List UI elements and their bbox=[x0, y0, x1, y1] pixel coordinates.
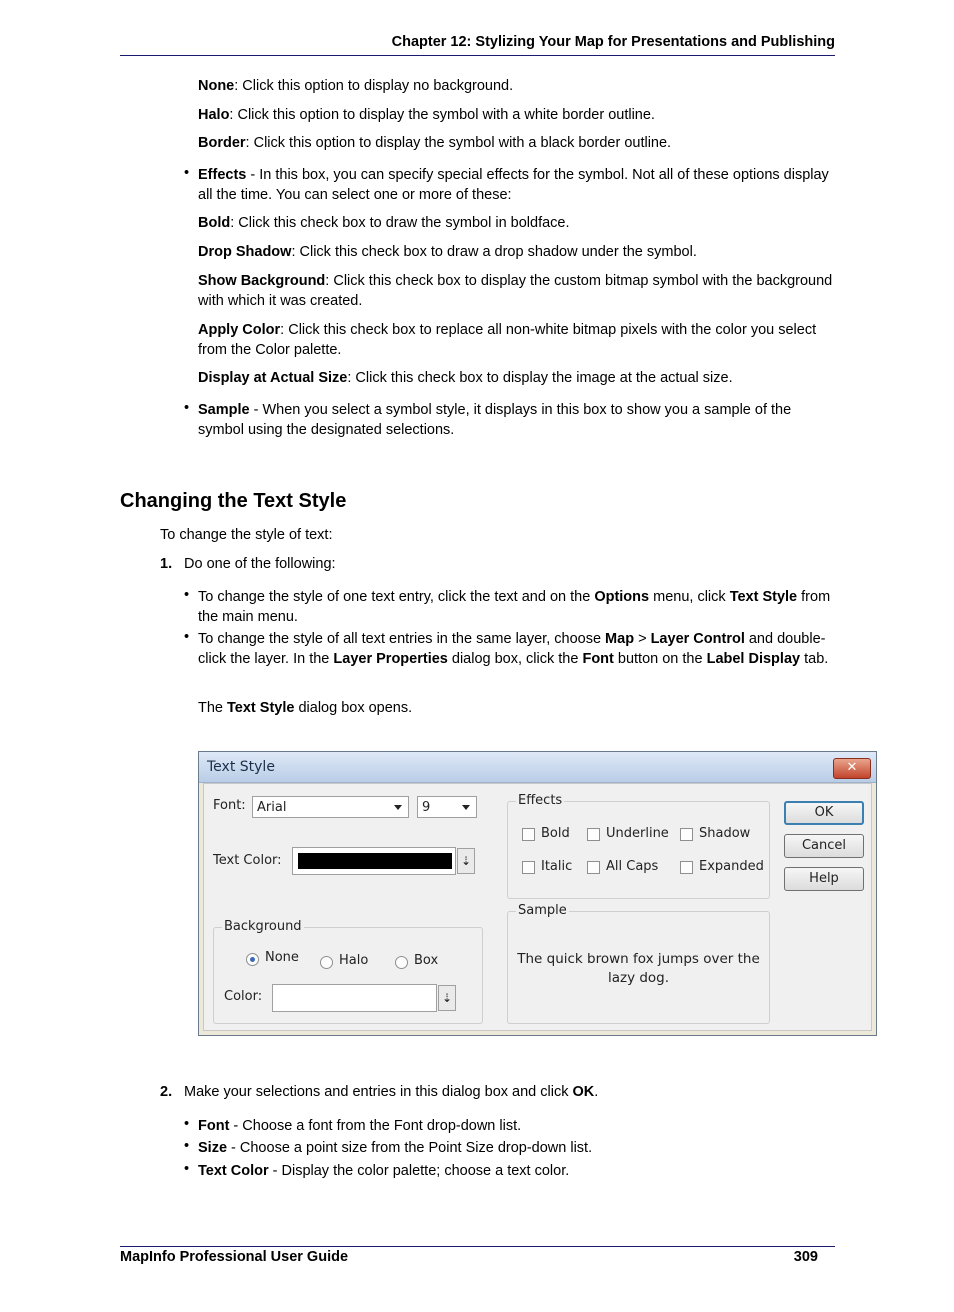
bullet-icon: • bbox=[184, 400, 190, 416]
text-color-fill bbox=[298, 853, 452, 869]
background-option-halo: Halo: Click this option to display the symbol with a white border outline. bbox=[198, 107, 655, 123]
checkbox-all-caps-label: All Caps bbox=[606, 859, 659, 874]
step-number: 2. bbox=[160, 1084, 173, 1100]
dialog-body bbox=[203, 783, 872, 1031]
checkbox-italic[interactable] bbox=[522, 861, 535, 874]
checkbox-shadow[interactable] bbox=[680, 828, 693, 841]
radio-none-label: None bbox=[265, 950, 299, 965]
effect-option-apply-color: Apply Color: Click this check box to replace all non-white bitmap pixels with the color you select from the Color palette. bbox=[198, 322, 817, 358]
size-value: 9 bbox=[422, 800, 431, 815]
background-legend: Background bbox=[224, 919, 302, 934]
dialog-title: Text Style bbox=[207, 759, 275, 775]
checkbox-underline-label: Underline bbox=[606, 826, 669, 841]
sample-bullet: Sample - When you select a symbol style, it displays in this box to show you a sample of the symbol using the designated selections. bbox=[198, 402, 792, 438]
text-color-label: Text Color: bbox=[213, 853, 282, 868]
radio-box[interactable] bbox=[395, 956, 408, 969]
step2-text: Make your selections and entries in this dialog box and click OK. bbox=[184, 1084, 599, 1100]
text-color-dropdown-icon[interactable]: ⇣ bbox=[457, 848, 475, 874]
effect-option-show-background: Show Background: Click this check box to display the custom bitmap symbol with the background with which it was created. bbox=[198, 273, 833, 309]
size-dropdown[interactable] bbox=[417, 796, 477, 818]
checkbox-expanded-label: Expanded bbox=[699, 859, 764, 874]
background-group bbox=[213, 919, 483, 1024]
section-title: Changing the Text Style bbox=[120, 490, 347, 512]
bullet-icon: • bbox=[184, 1138, 190, 1154]
cancel-button[interactable]: Cancel bbox=[784, 834, 864, 858]
help-button[interactable]: Help bbox=[784, 867, 864, 891]
font-value: Arial bbox=[257, 800, 287, 815]
checkbox-bold[interactable] bbox=[522, 828, 535, 841]
intro-text: To change the style of text: bbox=[160, 527, 333, 543]
radio-halo-label: Halo bbox=[339, 953, 369, 968]
step-text: Do one of the following: bbox=[184, 556, 336, 572]
bullet-icon: • bbox=[184, 1116, 190, 1132]
dialog-titlebar bbox=[199, 752, 876, 783]
effect-option-bold: Bold: Click this check box to draw the symbol in boldface. bbox=[198, 215, 570, 231]
chapter-header: Chapter 12: Stylizing Your Map for Presentations and Publishing bbox=[391, 34, 835, 50]
checkbox-shadow-label: Shadow bbox=[699, 826, 751, 841]
step2-bullet-size: Size - Choose a point size from the Point Size drop-down list. bbox=[198, 1140, 593, 1156]
footer-title: MapInfo Professional User Guide bbox=[120, 1249, 349, 1265]
checkbox-expanded[interactable] bbox=[680, 861, 693, 874]
bullet-icon: • bbox=[184, 587, 190, 603]
chevron-down-icon bbox=[462, 805, 470, 810]
dialog-opens-text: The Text Style dialog box opens. bbox=[198, 700, 413, 716]
checkbox-all-caps[interactable] bbox=[587, 861, 600, 874]
step-number: 1. bbox=[160, 556, 173, 572]
sample-group bbox=[507, 903, 770, 1024]
step1-bullet-one-entry: To change the style of one text entry, click the text and on the Options menu, click Text Style from the main menu. bbox=[198, 589, 831, 625]
page-number: 309 bbox=[793, 1249, 818, 1265]
bullet-icon: • bbox=[184, 629, 190, 645]
ok-button[interactable]: OK bbox=[784, 801, 864, 825]
step2-bullet-text-color: Text Color - Display the color palette; choose a text color. bbox=[198, 1163, 570, 1179]
checkbox-underline[interactable] bbox=[587, 828, 600, 841]
text-style-dialog bbox=[198, 751, 877, 1036]
footer-rule bbox=[120, 1246, 835, 1247]
chevron-down-icon bbox=[394, 805, 402, 810]
step2-bullet-font: Font - Choose a font from the Font drop-down list. bbox=[198, 1118, 522, 1134]
effect-option-actual-size: Display at Actual Size: Click this check box to display the image at the actual size. bbox=[198, 370, 733, 386]
color-label: Color: bbox=[224, 989, 263, 1004]
font-label: Font: bbox=[213, 798, 246, 813]
bullet-icon: • bbox=[184, 165, 190, 181]
step1-bullet-all-entries: To change the style of all text entries in the same layer, choose Map > Layer Control and double-click the layer. In the Layer Properties dialog box, click the Font button on the Label Display tab. bbox=[198, 631, 829, 667]
checkbox-bold-label: Bold bbox=[541, 826, 570, 841]
background-option-border: Border: Click this option to display the symbol with a black border outline. bbox=[198, 135, 672, 151]
background-color-dropdown-icon[interactable]: ⇣ bbox=[438, 985, 456, 1011]
text-color-swatch[interactable] bbox=[292, 847, 456, 875]
bullet-icon: • bbox=[184, 1161, 190, 1177]
radio-none[interactable] bbox=[246, 953, 259, 966]
effects-bullet: Effects - In this box, you can specify special effects for the symbol. Not all of these options display all the time. You can select one or more of these: bbox=[198, 167, 829, 203]
sample-legend: Sample bbox=[518, 903, 567, 918]
sample-text: The quick brown fox jumps over the lazy dog. bbox=[517, 951, 760, 986]
close-icon[interactable]: ✕ bbox=[833, 758, 871, 779]
font-dropdown[interactable] bbox=[252, 796, 409, 818]
background-option-none: None: Click this option to display no background. bbox=[198, 78, 514, 94]
effect-option-drop-shadow: Drop Shadow: Click this check box to draw a drop shadow under the symbol. bbox=[198, 244, 697, 260]
radio-halo[interactable] bbox=[320, 956, 333, 969]
radio-box-label: Box bbox=[414, 953, 439, 968]
background-color-swatch[interactable] bbox=[272, 984, 437, 1012]
effects-legend: Effects bbox=[518, 793, 563, 808]
effects-group bbox=[507, 793, 770, 899]
header-rule bbox=[120, 55, 835, 56]
checkbox-italic-label: Italic bbox=[541, 859, 573, 874]
